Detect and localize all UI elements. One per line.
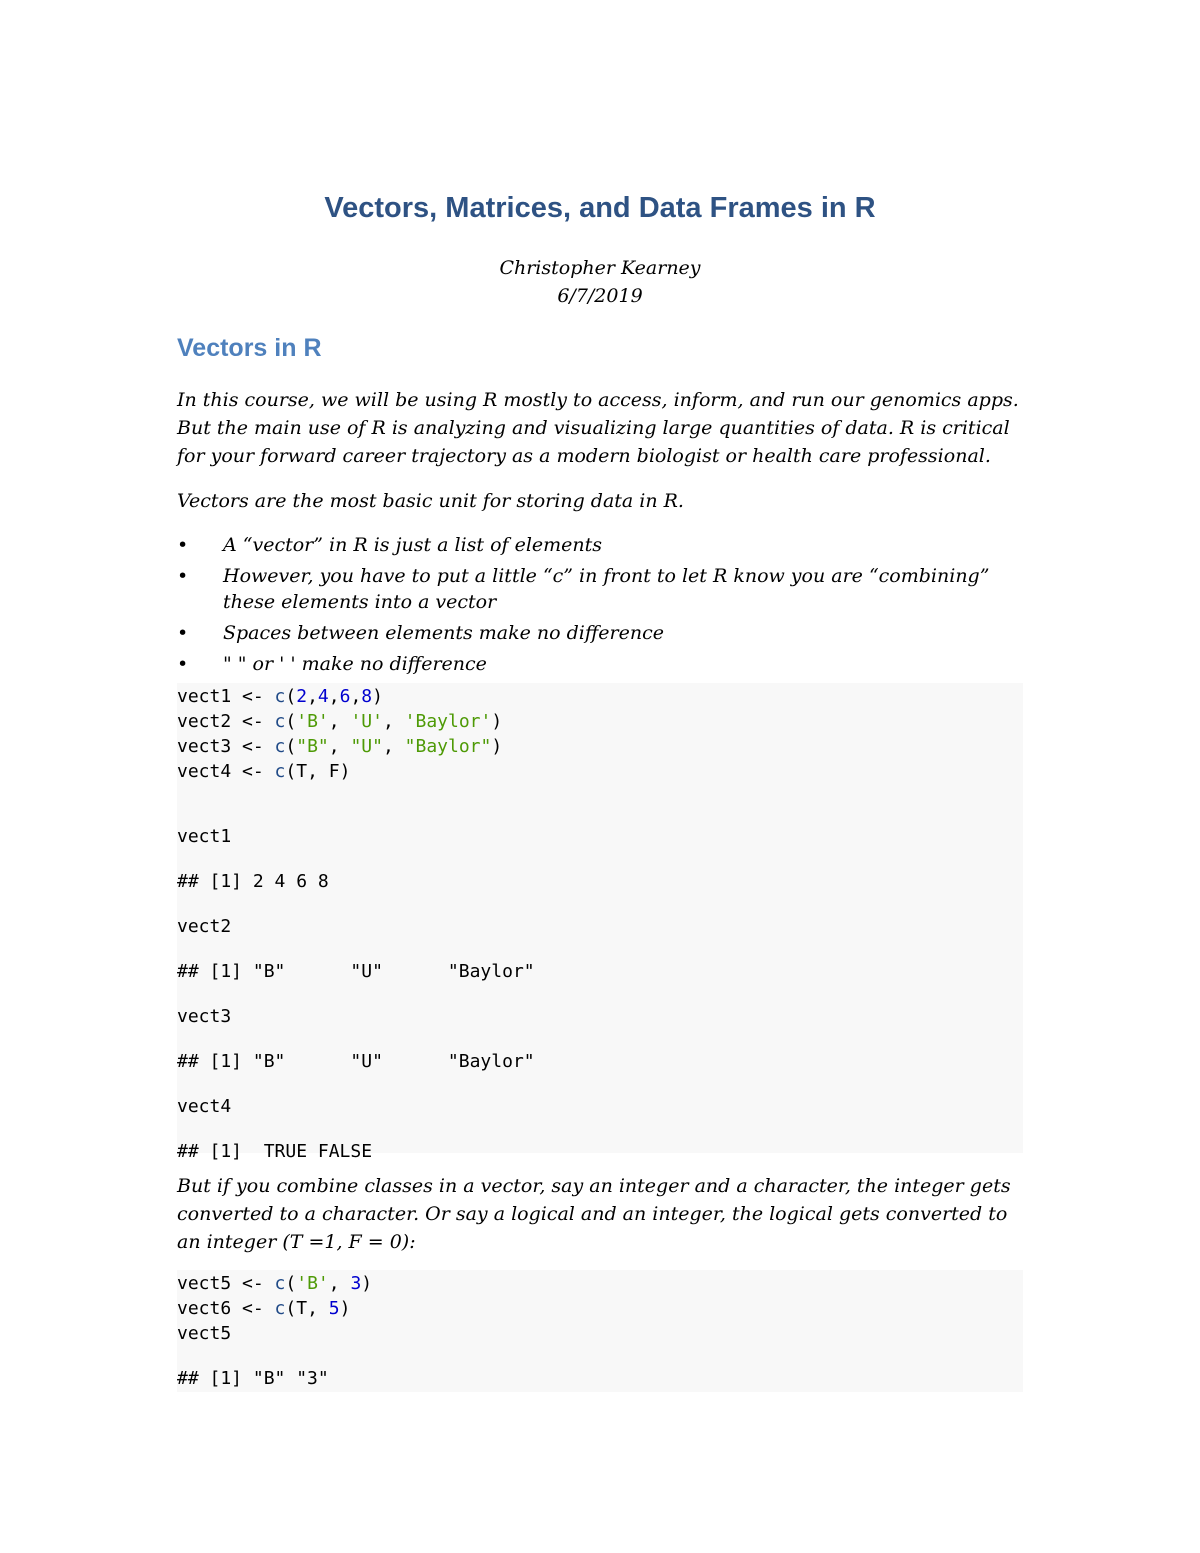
- code-paren: (: [285, 686, 297, 707]
- code-call: vect1: [177, 826, 232, 847]
- code-gap: [177, 939, 1023, 959]
- list-item: [177, 532, 1023, 558]
- bullet-text: A “vector” in R is just a list of elements: [223, 534, 603, 556]
- code-variable: vect2: [177, 711, 232, 732]
- code-operator: <-: [231, 761, 275, 782]
- code-call: vect3: [177, 1006, 232, 1027]
- author-name: Christopher Kearney: [499, 257, 701, 279]
- code-token: ,: [328, 1273, 351, 1294]
- section-heading: Vectors in R: [177, 334, 322, 362]
- code-token: 'B': [296, 711, 329, 732]
- code-gap: [177, 1029, 1023, 1049]
- code-gap: [177, 849, 1023, 869]
- code-call: vect4: [177, 1096, 232, 1117]
- code-output: ## [1] "B" "U" "Baylor": [177, 1051, 535, 1072]
- code-output: ## [1] "B" "3": [177, 1368, 329, 1389]
- bullet-icon: •: [177, 534, 189, 556]
- code-output: ## [1] TRUE FALSE: [177, 1141, 373, 1162]
- code-gap: [177, 894, 1023, 914]
- code-block-coercion: [177, 1270, 1023, 1392]
- code-function: c: [274, 686, 286, 707]
- code-operator: <-: [231, 711, 275, 732]
- document-date: 6/7/2019: [557, 285, 643, 307]
- code-paren: (: [285, 1298, 297, 1319]
- code-function: c: [274, 736, 286, 757]
- code-paren: ): [361, 1273, 373, 1294]
- code-variable: vect4: [177, 761, 232, 782]
- code-gap: [177, 784, 1023, 804]
- bullet-list: [177, 532, 1023, 682]
- code-operator: <-: [231, 736, 275, 757]
- code-paren: (: [285, 761, 297, 782]
- list-item: [177, 651, 1023, 677]
- document-title: Vectors, Matrices, and Data Frames in R: [324, 192, 876, 224]
- code-paren: (: [285, 736, 297, 757]
- code-variable: vect3: [177, 736, 232, 757]
- coercion-paragraph: But if you combine classes in a vector, say an integer and a character, the integer gets converted to a character. Or say a logical and an integer, the logical gets converted to an integer (T =1, F = 0):: [177, 1175, 1011, 1253]
- code-call: vect2: [177, 916, 232, 937]
- code-line: [177, 759, 1023, 784]
- code-function: c: [274, 1298, 286, 1319]
- code-token: ,: [328, 686, 340, 707]
- basic-unit-paragraph: Vectors are the most basic unit for storing data in R.: [177, 490, 684, 512]
- code-function: c: [274, 1273, 286, 1294]
- code-function: c: [274, 761, 286, 782]
- code-token: ,: [328, 711, 351, 732]
- list-item: [177, 620, 1023, 646]
- code-line: [177, 684, 1023, 709]
- code-gap: [177, 804, 1023, 824]
- intro-paragraph: In this course, we will be using R mostly to access, inform, and run our genomics apps. But the main use of R is analyzing and visualizing large quantities of data. R is critical for your forward career trajectory as a modern biologist or health care professional.: [177, 389, 1019, 467]
- code-token: ,: [350, 686, 362, 707]
- code-line: [177, 1271, 1023, 1296]
- code-token: "B": [296, 736, 329, 757]
- bullet-text: " " or ' ' make no difference: [223, 653, 487, 675]
- code-operator: <-: [231, 686, 275, 707]
- code-token: 4: [317, 686, 329, 707]
- code-variable: vect6: [177, 1298, 232, 1319]
- code-line: [177, 709, 1023, 734]
- code-gap: [177, 1074, 1023, 1094]
- code-token: 5: [328, 1298, 340, 1319]
- code-function: c: [274, 711, 286, 732]
- code-token: ,: [382, 711, 405, 732]
- bullet-text: However, you have to put a little “c” in front to let R know you are “combining” these elements into a vector: [223, 565, 990, 613]
- code-token: 6: [339, 686, 351, 707]
- code-paren: ): [491, 711, 503, 732]
- code-token: T, F: [296, 761, 340, 782]
- code-operator: <-: [231, 1298, 275, 1319]
- code-token: ,: [382, 736, 405, 757]
- code-output: ## [1] "B" "U" "Baylor": [177, 961, 535, 982]
- code-token: 'U': [350, 711, 383, 732]
- code-block-vectors: [177, 683, 1023, 1162]
- code-paren: ): [491, 736, 503, 757]
- code-paren: ): [339, 761, 351, 782]
- code-token: 8: [361, 686, 373, 707]
- code-token: "Baylor": [404, 736, 492, 757]
- code-paren: ): [339, 1298, 351, 1319]
- code-output: ## [1] 2 4 6 8: [177, 871, 329, 892]
- list-item: [177, 563, 1023, 615]
- code-token: 2: [296, 686, 308, 707]
- code-paren: (: [285, 711, 297, 732]
- code-line: [177, 1296, 1023, 1321]
- code-gap: [177, 1119, 1023, 1139]
- code-token: ,: [307, 686, 318, 707]
- code-paren: (: [285, 1273, 297, 1294]
- code-variable: vect1: [177, 686, 232, 707]
- code-token: "U": [350, 736, 383, 757]
- code-gap: [177, 1346, 1023, 1366]
- code-token: 'B': [296, 1273, 329, 1294]
- code-token: ,: [328, 736, 351, 757]
- code-paren: ): [372, 686, 383, 707]
- code-token: 3: [350, 1273, 362, 1294]
- bullet-icon: •: [177, 565, 189, 587]
- bullet-icon: •: [177, 622, 189, 644]
- code-gap: [177, 984, 1023, 1004]
- code-line: [177, 734, 1023, 759]
- code-call: vect5: [177, 1323, 232, 1344]
- code-token: 'Baylor': [404, 711, 492, 732]
- code-variable: vect5: [177, 1273, 232, 1294]
- code-token: T,: [296, 1298, 329, 1319]
- bullet-text: Spaces between elements make no difference: [223, 622, 664, 644]
- code-operator: <-: [231, 1273, 275, 1294]
- bullet-icon: •: [177, 653, 189, 675]
